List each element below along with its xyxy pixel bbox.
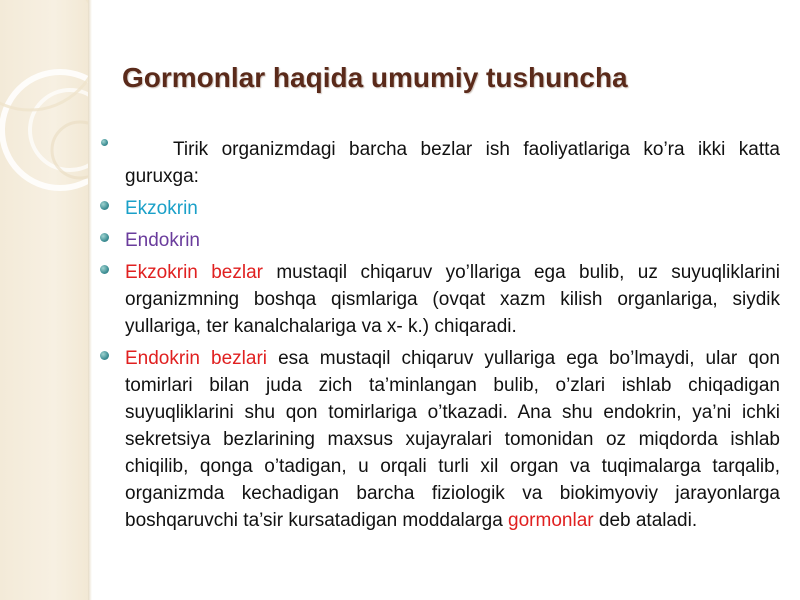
list-item-ekzokrin-description [100,259,780,340]
ekzokrin-highlight: Ekzokrin bezlar [125,262,263,283]
ekzokrin-label: Ekzokrin [125,198,198,219]
decorative-circles-icon [0,0,90,600]
endokrin-description: esa mustaqil chiqaruv yullariga ega bo’lmaydi, ular qon tomirlari bilan juda zich ta’minlangan bulib, o’zlari ishlab chiqadigan suyuqliklarini shu qon tomirlariga o’tkazadi. Ana shu endokrin, ya’ni ichki sekretsiya bezlarining maxsus xujayralari tomonidan oz miqdorda ishlab chiqilib, qonga o’tadigan, u orqali turli xil organ va tuqimalarga tarqalib, organizmda kechadigan barcha fiziologik va biokimyoviy jarayonlarga boshqaruvchi ta’sir kursatadigan moddalarga [125,348,780,531]
ekzokrin-description: mustaqil chiqaruv yo’llariga ega bulib, uz suyuqliklarini organizmning boshqa qismlariga (ovqat xazm kilish organlariga, siydik yullariga, ter kanalchalariga va x- k.) chiqaradi. [125,262,780,337]
intro-text: Tirik organizmdagi barcha bezlar ish faoliyatlariga ko’ra ikki katta guruxga: [125,139,780,187]
list-item-ekzokrin [100,195,780,222]
bullet-icon [100,351,109,360]
bullet-icon [100,201,109,210]
list-item-intro [100,136,780,190]
list-item-endokrin-description [100,345,780,534]
list-item-endokrin [100,227,780,254]
endokrin-label: Endokrin [125,230,200,251]
bullet-icon [100,233,109,242]
gormonlar-highlight: gormonlar [508,510,594,531]
bullet-icon [101,139,108,146]
bullet-icon [100,265,109,274]
endokrin-highlight: Endokrin bezlari [125,348,268,369]
slide-title: Gormonlar haqida umumiy tushuncha [122,62,628,93]
endokrin-description-end: deb ataladi. [593,510,698,531]
side-panel-edge [88,0,92,600]
slide-content [100,136,780,539]
decorative-side-panel [0,0,90,600]
